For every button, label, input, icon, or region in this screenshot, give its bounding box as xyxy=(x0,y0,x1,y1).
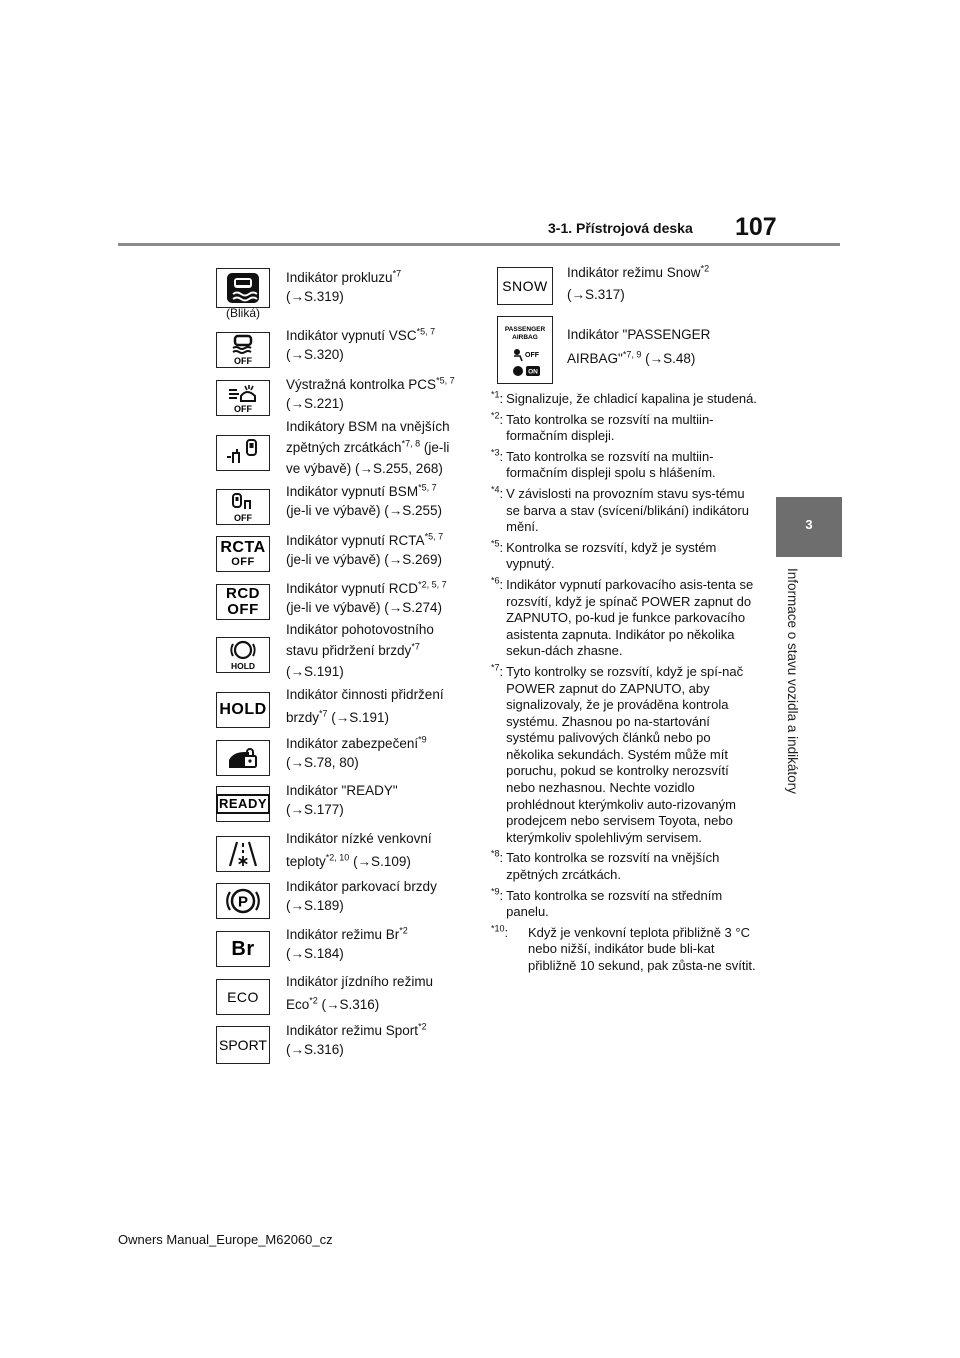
footnote-text: V závislosti na provozním stavu sys-tému se barva a stav (svícení/blikání) indikátoru mění. xyxy=(506,485,749,535)
desc-line xyxy=(286,734,474,753)
sport-mode-icon xyxy=(216,1026,270,1064)
footnote-mark: *3 xyxy=(491,447,500,458)
desc-rcta-off xyxy=(286,531,474,569)
footnote-ref: *7 xyxy=(319,708,328,719)
br-mode-icon xyxy=(216,931,270,967)
desc-line xyxy=(286,375,474,394)
airbag-text-1: PASSENGER xyxy=(504,326,546,333)
hold-text: HOLD xyxy=(219,700,267,718)
desc-sport-mode xyxy=(286,1021,474,1059)
ready-text: READY xyxy=(216,794,270,814)
footnote-mark: *8 xyxy=(491,849,500,860)
vsc-off-text: OFF xyxy=(234,356,252,366)
desc-hold-operated xyxy=(286,683,474,729)
snow-mode-icon xyxy=(497,267,553,305)
footnote-ref: *7 xyxy=(411,641,420,652)
footnote-mark: *10 xyxy=(491,923,505,934)
desc-text: brzdy xyxy=(286,710,320,725)
desc-line: (→S.316) xyxy=(286,1042,344,1057)
footnote-item: $^{*5}$: Kontrolka se rozsvítí, když je systém vypnutý. xyxy=(491,540,757,573)
desc-vsc-off xyxy=(286,326,474,364)
desc-text: zpětných zrcátkách xyxy=(286,440,402,455)
footnote-text: Indikátor vypnutí parkovacího asis-tenta se rozsvítí, když je spínač POWER zapnut do ZAPNUTO, po-kud je funkce parkovacího asistenta zapnuta. Indikátor po několika sekun-dách zhasne. xyxy=(506,576,754,659)
desc-line xyxy=(567,347,757,371)
desc-line xyxy=(286,268,474,287)
desc-line: Indikátor činnosti přidržení xyxy=(286,687,444,702)
desc-text: Indikátor vypnutí RCD xyxy=(286,581,419,596)
desc-line: Indikátor pohotovostního xyxy=(286,622,434,637)
desc-line: Indikátor jízdního režimu xyxy=(286,974,434,989)
desc-ready xyxy=(286,781,474,819)
airbag-on-text: ON xyxy=(528,368,538,376)
desc-text: Indikátor vypnutí RCTA xyxy=(286,533,425,548)
desc-text: Indikátor vypnutí VSC xyxy=(286,328,417,343)
br-text: Br xyxy=(231,937,255,960)
desc-line: (→S.177) xyxy=(286,802,344,817)
desc-slip xyxy=(286,268,474,306)
desc-text: (→S.316) xyxy=(317,997,380,1012)
desc-text: Indikátor prokluzu xyxy=(286,270,393,285)
rcta-text: RCTA xyxy=(220,538,266,556)
brake-hold-standby-icon xyxy=(216,637,270,673)
rcd-off-text: OFF xyxy=(227,601,259,618)
pcs-warning-off-icon xyxy=(216,380,270,416)
desc-line: (→S.317) xyxy=(567,287,625,302)
desc-line: (→S.320) xyxy=(286,347,344,362)
footnote-ref: *2 xyxy=(418,1021,427,1032)
rcd-off-icon xyxy=(216,584,270,620)
desc-line: Indikátor "READY" xyxy=(286,783,398,798)
footnote-text: Tato kontrolka se rozsvítí na středním panelu. xyxy=(506,887,723,920)
desc-text: AIRBAG" xyxy=(567,351,623,366)
desc-line: (→S.189) xyxy=(286,898,344,913)
rcd-text: RCD xyxy=(226,585,260,603)
desc-line: Indikátor nízké venkovní xyxy=(286,831,432,846)
desc-line: Indikátory BSM na vnějších xyxy=(286,419,450,434)
hold-standby-text: HOLD xyxy=(230,661,256,671)
desc-hold-standby xyxy=(286,619,474,682)
desc-snow-mode xyxy=(567,262,757,306)
desc-line: (→S.78, 80) xyxy=(286,755,359,770)
footnote-text: Kontrolka se rozsvítí, když je systém vypnutý. xyxy=(506,539,717,572)
footnote-mark: *1 xyxy=(491,389,500,400)
footnote-item: $^{*1}$: Signalizuje, že chladicí kapalina je studená. xyxy=(491,389,757,406)
section-title: 3-1. Přístrojová deska xyxy=(548,220,693,236)
security-indicator-icon xyxy=(216,740,270,776)
footnote-text: Tato kontrolka se rozsvítí na multiin-formačním displeji spolu s hlášením. xyxy=(506,448,716,481)
desc-line xyxy=(286,579,474,598)
desc-line: (je-li ve výbavě) (→S.255) xyxy=(286,503,443,518)
airbag-text-2: AIRBAG xyxy=(512,334,538,341)
sport-text: SPORT xyxy=(219,1036,267,1053)
footnote-item: $^{*9}$: Tato kontrolka se rozsvítí na středním panelu. xyxy=(491,888,757,921)
footnote-text: Tato kontrolka se rozsvítí na vnějších zpětných zrcátkách. xyxy=(506,850,720,883)
footnote-ref: *5, 7 xyxy=(416,326,436,337)
desc-text: Indikátor režimu Snow xyxy=(567,265,701,280)
desc-text: teploty xyxy=(286,854,326,869)
footnote-ref: *7 xyxy=(392,268,402,279)
footnote-mark: *6 xyxy=(491,575,500,586)
desc-line: Indikátor "PASSENGER xyxy=(567,327,711,342)
desc-text: (→S.191) xyxy=(327,710,390,725)
footnote-item: $^{*7}$: Tyto kontrolky se rozsvítí, když je spí-nač POWER zapnut do ZAPNUTO, aby signalizovaly, že je prováděna kontrola systému. Zhasnou po na-startování systému palivových článků nebo po několika sekundách. Systém může mít poruchu, pokud se kontrolky nerozsvítí nebo nezhasnou. Nechte vozidlo prohlédnout kterýmkoliv auto-rizovaným prodejcem nebo servisem Toyota, nebo kterýmkoliv spolehlivým servisem. xyxy=(491,664,757,847)
snow-text: SNOW xyxy=(502,277,548,294)
footer-text: Owners Manual_Europe_M62060_cz xyxy=(118,1232,333,1247)
footnote-mark: *2 xyxy=(491,410,500,421)
desc-line: (→S.184) xyxy=(286,946,344,961)
desc-text: (je-li xyxy=(420,440,450,455)
footnote-ref: *9 xyxy=(418,734,427,745)
desc-security xyxy=(286,734,474,772)
footnote-mark: *7 xyxy=(491,662,500,673)
footnote-item: $^{*2}$: Tato kontrolka se rozsvítí na multiin-formačním displeji. xyxy=(491,412,757,445)
desc-line xyxy=(286,437,474,458)
footnote-ref: *2 xyxy=(399,925,408,936)
desc-line: (→S.191) xyxy=(286,664,344,679)
footnote-ref: *7, 8 xyxy=(401,438,421,449)
brake-hold-operated-icon xyxy=(216,692,270,728)
desc-text: Indikátor zabezpečení xyxy=(286,736,419,751)
footnote-text: Tyto kontrolky se rozsvítí, když je spí-nač POWER zapnut do ZAPNUTO, aby signalizovaly, že je prováděna kontrola systému. Zhasnou po na-startování systému palivových článků nebo po několika sekundách. Systém může mít poruchu, pokud se kontrolky nerozsvítí nebo nezhasnou. Nechte vozidlo prohlédnout kterýmkoliv auto-rizovaným prodejcem nebo servisem Toyota, nebo kterýmkoliv spolehlivým servisem. xyxy=(506,663,744,845)
page-number: 107 xyxy=(735,213,777,241)
footnote-ref: *2, 5, 7 xyxy=(418,579,447,590)
footnote-ref: *5, 7 xyxy=(418,482,437,493)
desc-line xyxy=(286,1021,474,1040)
desc-text: Eco xyxy=(286,997,310,1012)
footnote-item: $^{*8}$: Tato kontrolka se rozsvítí na vnějších zpětných zrcátkách. xyxy=(491,850,757,883)
desc-bsm-off xyxy=(286,482,474,520)
footnote-text: Signalizuje, že chladicí kapalina je studená. xyxy=(506,391,757,406)
footnote-ref: *5, 7 xyxy=(436,375,455,386)
footnote-mark: *4 xyxy=(491,484,500,495)
desc-passenger-airbag xyxy=(567,323,757,371)
passenger-airbag-icon xyxy=(497,316,553,384)
desc-line: (je-li ve výbavě) (→S.269) xyxy=(286,552,443,567)
desc-line xyxy=(286,326,474,345)
desc-line: (→S.221) xyxy=(286,396,344,411)
airbag-off-text: OFF xyxy=(525,352,539,359)
parking-brake-letter: P xyxy=(237,893,249,911)
desc-parking-brake xyxy=(286,877,474,915)
desc-line xyxy=(286,640,474,661)
rcta-off-icon xyxy=(216,536,270,572)
footnote-ref: *5, 7 xyxy=(424,531,444,542)
desc-low-temp xyxy=(286,827,474,873)
desc-bsm-mirror xyxy=(286,416,474,479)
desc-pcs xyxy=(286,375,474,413)
footnote-mark: *5 xyxy=(491,538,500,549)
icon-caption-blinking: (Bliká) xyxy=(225,306,260,320)
desc-text: Indikátor režimu Sport xyxy=(286,1023,419,1038)
footnote-ref: *7, 9 xyxy=(622,349,642,360)
footnote-item: $^{*6}$: Indikátor vypnutí parkovacího asis-tenta se rozsvítí, když je spínač POWER zapnut do ZAPNUTO, po-kud je funkce parkovacího asistenta zapnuta. Indikátor po několika sekun-dách zhasne. xyxy=(491,577,757,660)
pcs-off-text: OFF xyxy=(234,404,252,414)
desc-line: ve výbavě) (→S.255, 268) xyxy=(286,461,443,476)
desc-line xyxy=(286,482,474,501)
ready-indicator-icon xyxy=(216,786,270,822)
footnote-text: Tato kontrolka se rozsvítí na multiin-formačním displeji. xyxy=(506,411,714,444)
slip-indicator-icon xyxy=(216,268,270,308)
bsm-off-text: OFF xyxy=(234,513,252,523)
eco-mode-icon xyxy=(216,979,270,1015)
desc-text: (→S.48) xyxy=(641,351,696,366)
desc-text: stavu přidržení brzdy xyxy=(286,643,412,658)
chapter-label-text: Informace o stavu vozidla a indikátory xyxy=(785,568,800,794)
desc-line xyxy=(286,706,474,729)
footnote-item: $^{*4}$: V závislosti na provozním stavu sys-tému se barva a stav (svícení/blikání) indikátoru mění. xyxy=(491,486,757,536)
desc-line: Indikátor parkovací brzdy xyxy=(286,879,437,894)
header-rule xyxy=(118,243,840,246)
footnote-item: $^{*3}$: Tato kontrolka se rozsvítí na multiin-formačním displeji spolu s hlášením. xyxy=(491,449,757,482)
desc-line xyxy=(567,262,757,284)
desc-text: Indikátor režimu Br xyxy=(286,927,400,942)
low-outside-temp-icon xyxy=(216,836,270,872)
desc-rcd-off xyxy=(286,579,474,617)
desc-line xyxy=(286,531,474,550)
parking-brake-icon xyxy=(216,883,270,919)
desc-line xyxy=(286,993,474,1016)
desc-eco-mode xyxy=(286,970,474,1016)
chapter-label xyxy=(785,568,805,898)
vsc-off-icon xyxy=(216,332,270,368)
bsm-mirror-icon xyxy=(216,435,270,471)
desc-line xyxy=(286,850,474,873)
rcta-off-text: OFF xyxy=(231,555,255,568)
footnote-item: $^{*10}$: Když je venkovní teplota přibližně 3 °C nebo nižší, indikátor bude bli-kat přibližně 10 sekund, pak zůsta-ne svítit. xyxy=(491,923,756,973)
bsm-off-icon xyxy=(216,489,270,525)
desc-text: Výstražná kontrolka PCS xyxy=(286,377,437,392)
footnotes xyxy=(491,391,757,979)
footnote-ref: *2 xyxy=(700,263,710,274)
chapter-tab: 3 xyxy=(776,497,842,557)
footnote-ref: *2, 10 xyxy=(325,852,350,863)
footnote-mark: *9 xyxy=(491,886,500,897)
desc-line: (→S.319) xyxy=(286,289,344,304)
desc-text: Indikátor vypnutí BSM xyxy=(286,484,419,499)
desc-text: (→S.109) xyxy=(349,854,411,869)
desc-line: (je-li ve výbavě) (→S.274) xyxy=(286,600,443,615)
desc-br-mode xyxy=(286,925,474,963)
eco-text: ECO xyxy=(227,988,259,1005)
footnote-text: Když je venkovní teplota přibližně 3 °C nebo nižší, indikátor bude bli-kat přibližně 10 sekund, pak zůsta-ne svítit. xyxy=(528,924,756,973)
footnote-ref: *2 xyxy=(309,995,318,1006)
desc-line xyxy=(286,925,474,944)
